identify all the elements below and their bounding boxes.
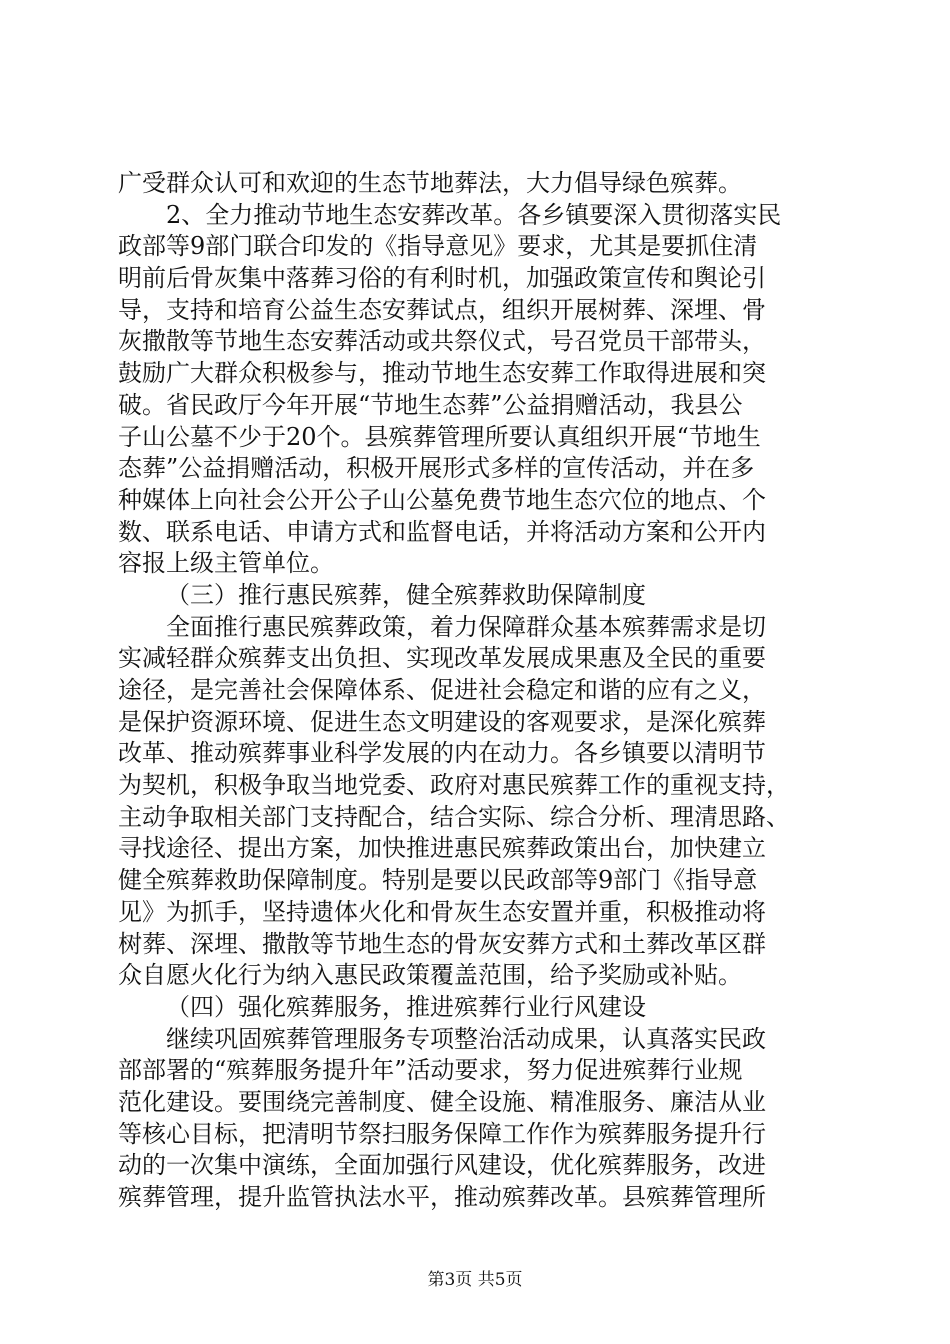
- text-line: 见》为抓手，坚持遗体火化和骨灰生态安置并重，积极推动将: [118, 897, 766, 926]
- text-line: 全面推行惠民殡葬政策，着力保障群众基本殡葬需求是切: [166, 612, 766, 641]
- text-line: （三）推行惠民殡葬，健全殡葬救助保障制度: [166, 580, 646, 609]
- text-line: 为契机，积极争取当地党委、政府对惠民殡葬工作的重视支持，: [118, 771, 790, 800]
- text-line: 是保护资源环境、促进生态文明建设的客观要求，是深化殡葬: [118, 707, 766, 736]
- text-line: （四）强化殡葬服务，推进殡葬行业行风建设: [166, 992, 646, 1021]
- text-line: 容报上级主管单位。: [118, 549, 334, 578]
- text-line: 态葬”公益捐赠活动，积极开展形式多样的宣传活动，并在多: [118, 454, 755, 483]
- text-line: 实减轻群众殡葬支出负担、实现改革发展成果惠及全民的重要: [118, 644, 766, 673]
- text-line: 树葬、深埋、撒散等节地生态的骨灰安葬方式和土葬改革区群: [118, 929, 766, 958]
- text-line: 种媒体上向社会公开公子山公墓免费节地生态穴位的地点、个: [118, 485, 766, 514]
- document-body: [118, 168, 834, 1214]
- text-line: 继续巩固殡葬管理服务专项整治活动成果，认真落实民政: [166, 1024, 766, 1053]
- text-line: 众自愿火化行为纳入惠民政策覆盖范围，给予奖励或补贴。: [118, 961, 742, 990]
- text-line: 途径，是完善社会保障体系、促进社会稳定和谐的应有之义，: [118, 676, 766, 704]
- text-line: 子山公墓不少于20个。县殡葬管理所要认真组织开展“节地生: [118, 422, 761, 451]
- text-line: 明前后骨灰集中落葬习俗的有利时机，加强政策宣传和舆论引: [118, 264, 766, 293]
- text-line: 鼓励广大群众积极参与，推动节地生态安葬工作取得进展和突: [118, 359, 766, 388]
- text-line: 改革、推动殡葬事业科学发展的内在动力。各乡镇要以清明节: [118, 739, 766, 768]
- text-line: 部部署的“殡葬服务提升年”活动要求，努力促进殡葬行业规: [118, 1056, 743, 1085]
- text-line: 破。省民政厅今年开展“节地生态葬”公益捐赠活动，我县公: [118, 390, 743, 419]
- text-line: 广受群众认可和欢迎的生态节地葬法，大力倡导绿色殡葬。: [118, 169, 742, 197]
- text-line: 殡葬管理，提升监管执法水平，推动殡葬改革。县殡葬管理所: [118, 1183, 766, 1211]
- text-line: 寻找途径、提出方案，加快推进惠民殡葬政策出台，加快建立: [118, 834, 766, 863]
- text-line: 等核心目标，把清明节祭扫服务保障工作作为殡葬服务提升行: [118, 1119, 766, 1148]
- page-footer: 第3页 共5页: [427, 1270, 523, 1290]
- text-line: 健全殡葬救助保障制度。特别是要以民政部等9部门《指导意: [118, 866, 758, 895]
- text-line: 主动争取相关部门支持配合，结合实际、综合分析、理清思路、: [118, 802, 790, 831]
- text-line: 导，支持和培育公益生态安葬试点，组织开展树葬、深埋、骨: [118, 295, 766, 324]
- text-line: 数、联系电话、申请方式和监督电话，并将活动方案和公开内: [118, 517, 766, 546]
- text-line: 政部等9部门联合印发的《指导意见》要求，尤其是要抓住清: [118, 232, 758, 261]
- text-line: 范化建设。要围绕完善制度、健全设施、精准服务、廉洁从业: [118, 1087, 766, 1116]
- text-line: 动的一次集中演练，全面加强行风建设，优化殡葬服务，改进: [118, 1151, 766, 1180]
- text-line: 2、全力推动节地生态安葬改革。各乡镇要深入贯彻落实民: [166, 200, 782, 229]
- text-line: 灰撒散等节地生态安葬活动或共祭仪式，号召党员干部带头，: [118, 327, 766, 356]
